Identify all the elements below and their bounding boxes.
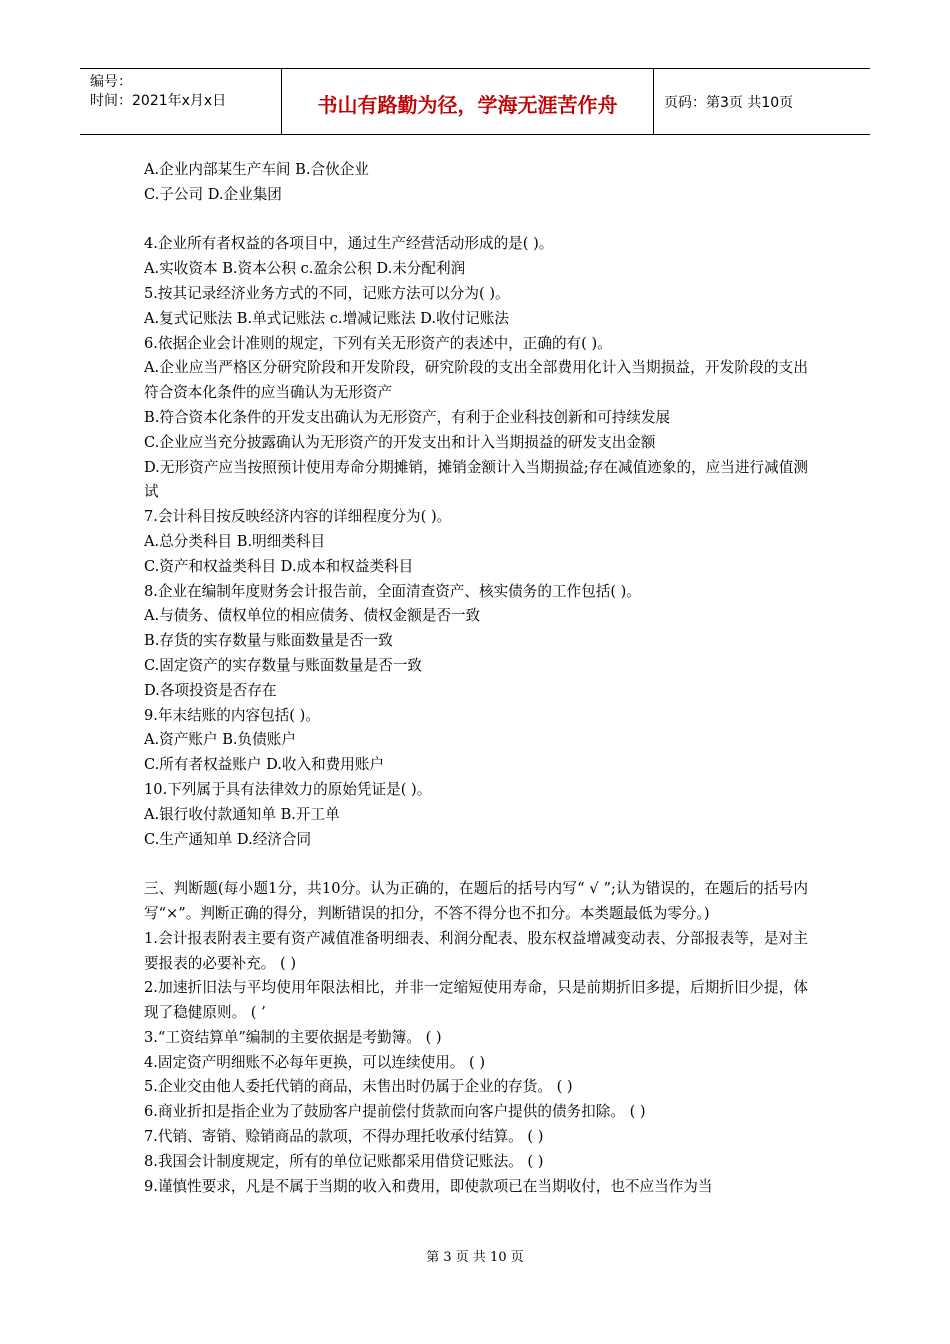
header-motto: 书山有路勤为径，学海无涯苦作舟 [282, 69, 654, 134]
page-footer: 第 3 页 共 10 页 [426, 1250, 524, 1265]
text-line: C.固定资产的实存数量与账面数量是否一致 [144, 656, 422, 674]
page-header [80, 68, 870, 135]
header-page-info: 页码：第3页 共10页 [664, 94, 794, 111]
text-line: A.与债务、债权单位的相应债务、债权金额是否一致 [144, 607, 481, 625]
text-line: 4.固定资产明细账不必每年更换，可以连续使用。 ( ) [144, 1053, 486, 1071]
document-number-label: 编号： [90, 74, 132, 90]
text-line: C.所有者权益账户 D.收入和费用账户 [144, 756, 385, 774]
text-line: B.符合资本化条件的开发支出确认为无形资产，有利于企业科技创新和可持续发展 [144, 408, 671, 426]
text-line: 9.年末结账的内容包括( )。 [144, 706, 320, 724]
blank-line [144, 852, 808, 877]
header-meta [80, 69, 282, 134]
document-time-label: 时间：2021年x月x日 [90, 93, 227, 109]
text-line: 5.企业交由他人委托代销的商品，未售出时仍属于企业的存货。 ( ) [144, 1078, 573, 1096]
text-line: A.企业应当严格区分研究阶段和开发阶段，研究阶段的支出全部费用化计入当期损益，开发阶段的支出符合资本化条件的应当确认为无形资产 [144, 359, 808, 402]
text-line: 7.代销、寄销、赊销商品的款项，不得办理托收承付结算。 ( ) [144, 1128, 544, 1146]
text-line: 7.会计科目按反映经济内容的详细程度分为( )。 [144, 508, 452, 526]
text-line: 8.我国会计制度规定，所有的单位记账都采用借贷记账法。 ( ) [144, 1152, 544, 1170]
text-line: B.存货的实存数量与账面数量是否一致 [144, 632, 393, 650]
text-line: 2.加速折旧法与平均使用年限法相比，并非一定缩短使用寿命，只是前期折旧多提，后期折旧少提，体现了稳健原则。 ( ’ [144, 979, 808, 1022]
blank-line [144, 208, 808, 233]
text-line: 5.按其记录经济业务方式的不同，记账方法可以分为( )。 [144, 284, 510, 302]
text-line: 8.企业在编制年度财务会计报告前，全面清查资产、核实债务的工作包括( )。 [144, 582, 641, 600]
text-line: 3.“工资结算单”编制的主要依据是考勤簿。 ( ) [144, 1028, 442, 1046]
text-line: A.总分类科目 B.明细类科目 [144, 532, 326, 550]
text-line: C.生产通知单 D.经济合同 [144, 830, 312, 848]
text-line: A.银行收付款通知单 B.开工单 [144, 805, 340, 823]
text-line: 6.商业折扣是指企业为了鼓励客户提前偿付货款而向客户提供的债务扣除。 ( ) [144, 1103, 646, 1121]
document-body [144, 158, 808, 1199]
text-line: A.企业内部某生产车间 B.合伙企业 [144, 161, 369, 178]
text-line: 4.企业所有者权益的各项目中，通过生产经营活动形成的是( )。 [144, 235, 554, 253]
text-line: A.实收资本 B.资本公积 c.盈余公积 D.未分配利润 [144, 260, 466, 278]
text-line: 6.依据企业会计准则的规定，下列有关无形资产的表述中，正确的有( )。 [144, 334, 612, 352]
text-line: 10.下列属于具有法律效力的原始凭证是( )。 [144, 780, 432, 798]
text-line: D.各项投资是否存在 [144, 681, 277, 699]
text-line: 9.谨慎性要求，凡是不属于当期的收入和费用，即使款项已在当期收付，也不应当作为当 [144, 1177, 713, 1195]
text-line: 1.会计报表附表主要有资产减值准备明细表、利润分配表、股东权益增减变动表、分部报表等，是对主要报表的必要补充。 ( ) [144, 929, 808, 972]
text-line: C.子公司 D.企业集团 [144, 185, 282, 203]
text-line: A.复式记账法 B.单式记账法 c.增减记账法 D.收付记账法 [144, 309, 509, 327]
text-line: D.无形资产应当按照预计使用寿命分期摊销，摊销金额计入当期损益;存在减值迹象的，应当进行减值测试 [144, 458, 808, 501]
text-line: C.资产和权益类科目 D.成本和权益类科目 [144, 557, 414, 575]
text-line: 三、判断题(每小题1分，共10分。认为正确的，在题后的括号内写“ √ ”;认为错误的，在题后的括号内写“×”。判断正确的得分，判断错误的扣分，不答不得分也不扣分。本类题最低为零分。) [144, 880, 808, 922]
text-line: A.资产账户 B.负债账户 [144, 731, 296, 749]
text-line: C.企业应当充分披露确认为无形资产的开发支出和计入当期损益的研发支出金额 [144, 433, 656, 451]
